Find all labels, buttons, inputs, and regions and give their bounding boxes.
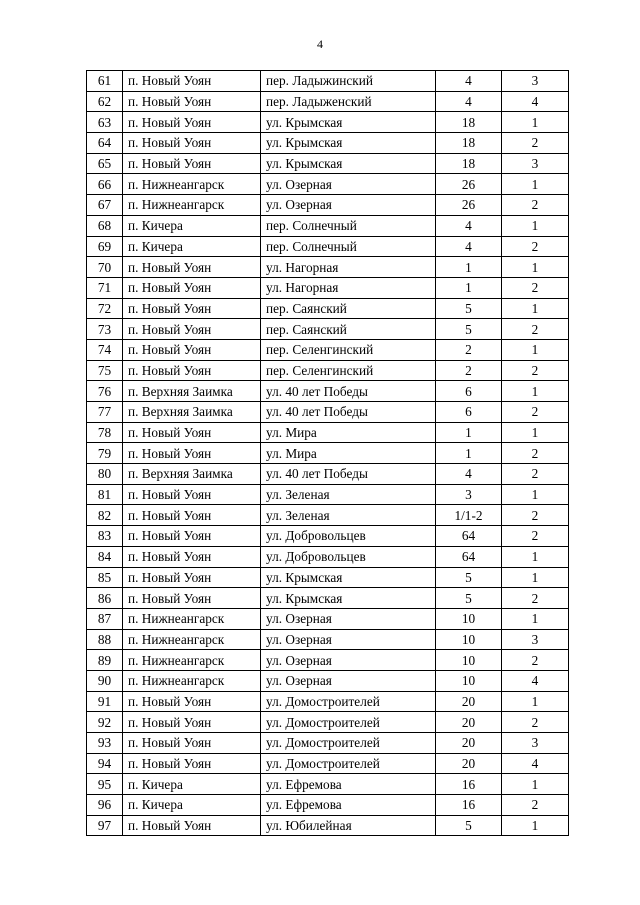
street-cell: пер. Ладыжинский	[261, 71, 436, 92]
apartment-cell: 1	[502, 257, 569, 278]
table-row	[87, 712, 569, 733]
row-number-cell: 96	[87, 795, 123, 816]
apartment-cell: 1	[502, 381, 569, 402]
row-number-cell: 75	[87, 360, 123, 381]
settlement-cell: п. Кичера	[123, 774, 261, 795]
row-number-cell: 61	[87, 71, 123, 92]
table-row	[87, 360, 569, 381]
address-table	[86, 70, 569, 836]
row-number-cell: 88	[87, 629, 123, 650]
row-number-cell: 73	[87, 319, 123, 340]
table-row	[87, 670, 569, 691]
street-cell: ул. Крымская	[261, 567, 436, 588]
street-cell: ул. Ефремова	[261, 774, 436, 795]
apartment-cell: 3	[502, 71, 569, 92]
house-number-cell: 10	[436, 650, 502, 671]
street-cell: ул. Крымская	[261, 588, 436, 609]
apartment-cell: 1	[502, 546, 569, 567]
settlement-cell: п. Новый Уоян	[123, 733, 261, 754]
apartment-cell: 2	[502, 650, 569, 671]
table-row	[87, 215, 569, 236]
settlement-cell: п. Новый Уоян	[123, 112, 261, 133]
row-number-cell: 83	[87, 526, 123, 547]
house-number-cell: 64	[436, 526, 502, 547]
row-number-cell: 72	[87, 298, 123, 319]
settlement-cell: п. Новый Уоян	[123, 71, 261, 92]
apartment-cell: 1	[502, 112, 569, 133]
house-number-cell: 5	[436, 298, 502, 319]
apartment-cell: 1	[502, 567, 569, 588]
row-number-cell: 86	[87, 588, 123, 609]
row-number-cell: 85	[87, 567, 123, 588]
apartment-cell: 1	[502, 215, 569, 236]
house-number-cell: 10	[436, 608, 502, 629]
table-row	[87, 195, 569, 216]
apartment-cell: 1	[502, 174, 569, 195]
street-cell: ул. Озерная	[261, 670, 436, 691]
settlement-cell: п. Новый Уоян	[123, 526, 261, 547]
table-row	[87, 257, 569, 278]
table-row	[87, 464, 569, 485]
settlement-cell: п. Новый Уоян	[123, 339, 261, 360]
house-number-cell: 1	[436, 277, 502, 298]
street-cell: пер. Саянский	[261, 319, 436, 340]
row-number-cell: 89	[87, 650, 123, 671]
table-row	[87, 526, 569, 547]
table-row	[87, 298, 569, 319]
settlement-cell: п. Новый Уоян	[123, 484, 261, 505]
street-cell: ул. Домостроителей	[261, 733, 436, 754]
table-row	[87, 71, 569, 92]
settlement-cell: п. Верхняя Заимка	[123, 464, 261, 485]
apartment-cell: 2	[502, 588, 569, 609]
street-cell: ул. Крымская	[261, 133, 436, 154]
apartment-cell: 2	[502, 526, 569, 547]
street-cell: ул. Юбилейная	[261, 815, 436, 836]
table-row	[87, 567, 569, 588]
row-number-cell: 91	[87, 691, 123, 712]
house-number-cell: 1/1-2	[436, 505, 502, 526]
row-number-cell: 97	[87, 815, 123, 836]
house-number-cell: 2	[436, 360, 502, 381]
row-number-cell: 80	[87, 464, 123, 485]
settlement-cell: п. Новый Уоян	[123, 257, 261, 278]
apartment-cell: 2	[502, 360, 569, 381]
settlement-cell: п. Новый Уоян	[123, 91, 261, 112]
house-number-cell: 1	[436, 443, 502, 464]
street-cell: ул. Домостроителей	[261, 691, 436, 712]
street-cell: пер. Селенгинский	[261, 360, 436, 381]
apartment-cell: 1	[502, 422, 569, 443]
row-number-cell: 94	[87, 753, 123, 774]
apartment-cell: 2	[502, 712, 569, 733]
street-cell: ул. Добровольцев	[261, 546, 436, 567]
house-number-cell: 5	[436, 319, 502, 340]
apartment-cell: 1	[502, 339, 569, 360]
settlement-cell: п. Новый Уоян	[123, 360, 261, 381]
street-cell: ул. Домостроителей	[261, 753, 436, 774]
house-number-cell: 10	[436, 670, 502, 691]
street-cell: ул. Мира	[261, 422, 436, 443]
table-row	[87, 422, 569, 443]
apartment-cell: 3	[502, 629, 569, 650]
house-number-cell: 20	[436, 691, 502, 712]
row-number-cell: 78	[87, 422, 123, 443]
apartment-cell: 2	[502, 443, 569, 464]
apartment-cell: 2	[502, 236, 569, 257]
house-number-cell: 18	[436, 112, 502, 133]
street-cell: пер. Солнечный	[261, 215, 436, 236]
row-number-cell: 63	[87, 112, 123, 133]
apartment-cell: 4	[502, 91, 569, 112]
table-row	[87, 381, 569, 402]
street-cell: пер. Селенгинский	[261, 339, 436, 360]
settlement-cell: п. Кичера	[123, 236, 261, 257]
apartment-cell: 2	[502, 195, 569, 216]
row-number-cell: 76	[87, 381, 123, 402]
house-number-cell: 6	[436, 402, 502, 423]
apartment-cell: 1	[502, 298, 569, 319]
street-cell: ул. Озерная	[261, 608, 436, 629]
settlement-cell: п. Новый Уоян	[123, 319, 261, 340]
settlement-cell: п. Новый Уоян	[123, 753, 261, 774]
apartment-cell: 4	[502, 753, 569, 774]
row-number-cell: 74	[87, 339, 123, 360]
settlement-cell: п. Новый Уоян	[123, 567, 261, 588]
row-number-cell: 95	[87, 774, 123, 795]
settlement-cell: п. Новый Уоян	[123, 505, 261, 526]
apartment-cell: 4	[502, 670, 569, 691]
apartment-cell: 3	[502, 733, 569, 754]
house-number-cell: 20	[436, 712, 502, 733]
table-row	[87, 795, 569, 816]
street-cell: ул. Озерная	[261, 174, 436, 195]
street-cell: ул. Нагорная	[261, 277, 436, 298]
street-cell: ул. Зеленая	[261, 484, 436, 505]
settlement-cell: п. Кичера	[123, 795, 261, 816]
table-row	[87, 546, 569, 567]
house-number-cell: 4	[436, 215, 502, 236]
settlement-cell: п. Новый Уоян	[123, 277, 261, 298]
table-row	[87, 319, 569, 340]
house-number-cell: 20	[436, 753, 502, 774]
house-number-cell: 4	[436, 71, 502, 92]
settlement-cell: п. Новый Уоян	[123, 298, 261, 319]
apartment-cell: 2	[502, 402, 569, 423]
table-row	[87, 753, 569, 774]
table-row	[87, 339, 569, 360]
apartment-cell: 2	[502, 464, 569, 485]
apartment-cell: 1	[502, 815, 569, 836]
street-cell: ул. Ефремова	[261, 795, 436, 816]
row-number-cell: 64	[87, 133, 123, 154]
house-number-cell: 5	[436, 588, 502, 609]
table-row	[87, 402, 569, 423]
row-number-cell: 69	[87, 236, 123, 257]
house-number-cell: 4	[436, 91, 502, 112]
table-row	[87, 650, 569, 671]
row-number-cell: 81	[87, 484, 123, 505]
settlement-cell: п. Верхняя Заимка	[123, 402, 261, 423]
settlement-cell: п. Новый Уоян	[123, 546, 261, 567]
settlement-cell: п. Нижнеангарск	[123, 670, 261, 691]
apartment-cell: 2	[502, 505, 569, 526]
house-number-cell: 16	[436, 795, 502, 816]
street-cell: ул. Нагорная	[261, 257, 436, 278]
street-cell: ул. Крымская	[261, 112, 436, 133]
street-cell: ул. Мира	[261, 443, 436, 464]
house-number-cell: 18	[436, 153, 502, 174]
settlement-cell: п. Новый Уоян	[123, 691, 261, 712]
table-row	[87, 174, 569, 195]
row-number-cell: 90	[87, 670, 123, 691]
house-number-cell: 1	[436, 257, 502, 278]
settlement-cell: п. Нижнеангарск	[123, 650, 261, 671]
table-row	[87, 236, 569, 257]
row-number-cell: 67	[87, 195, 123, 216]
street-cell: ул. Озерная	[261, 195, 436, 216]
house-number-cell: 2	[436, 339, 502, 360]
row-number-cell: 93	[87, 733, 123, 754]
house-number-cell: 18	[436, 133, 502, 154]
street-cell: ул. Добровольцев	[261, 526, 436, 547]
apartment-cell: 2	[502, 277, 569, 298]
apartment-cell: 1	[502, 774, 569, 795]
street-cell: пер. Солнечный	[261, 236, 436, 257]
table-row	[87, 505, 569, 526]
table-row	[87, 691, 569, 712]
settlement-cell: п. Новый Уоян	[123, 815, 261, 836]
apartment-cell: 2	[502, 795, 569, 816]
row-number-cell: 65	[87, 153, 123, 174]
house-number-cell: 16	[436, 774, 502, 795]
row-number-cell: 79	[87, 443, 123, 464]
house-number-cell: 26	[436, 174, 502, 195]
house-number-cell: 4	[436, 236, 502, 257]
row-number-cell: 68	[87, 215, 123, 236]
table-row	[87, 91, 569, 112]
house-number-cell: 10	[436, 629, 502, 650]
table-row	[87, 774, 569, 795]
table-row	[87, 733, 569, 754]
street-cell: ул. 40 лет Победы	[261, 464, 436, 485]
table-row	[87, 153, 569, 174]
street-cell: ул. Озерная	[261, 650, 436, 671]
row-number-cell: 66	[87, 174, 123, 195]
row-number-cell: 84	[87, 546, 123, 567]
settlement-cell: п. Нижнеангарск	[123, 629, 261, 650]
settlement-cell: п. Новый Уоян	[123, 422, 261, 443]
page-number: 4	[317, 37, 323, 51]
row-number-cell: 77	[87, 402, 123, 423]
settlement-cell: п. Новый Уоян	[123, 133, 261, 154]
street-cell: пер. Ладыженский	[261, 91, 436, 112]
table-row	[87, 133, 569, 154]
house-number-cell: 4	[436, 464, 502, 485]
row-number-cell: 70	[87, 257, 123, 278]
row-number-cell: 62	[87, 91, 123, 112]
street-cell: ул. 40 лет Победы	[261, 402, 436, 423]
settlement-cell: п. Кичера	[123, 215, 261, 236]
table-row	[87, 443, 569, 464]
house-number-cell: 6	[436, 381, 502, 402]
house-number-cell: 64	[436, 546, 502, 567]
apartment-cell: 1	[502, 484, 569, 505]
apartment-cell: 2	[502, 133, 569, 154]
settlement-cell: п. Нижнеангарск	[123, 195, 261, 216]
street-cell: ул. Домостроителей	[261, 712, 436, 733]
settlement-cell: п. Нижнеангарск	[123, 608, 261, 629]
table-row	[87, 277, 569, 298]
settlement-cell: п. Новый Уоян	[123, 153, 261, 174]
row-number-cell: 92	[87, 712, 123, 733]
settlement-cell: п. Новый Уоян	[123, 712, 261, 733]
settlement-cell: п. Новый Уоян	[123, 588, 261, 609]
row-number-cell: 71	[87, 277, 123, 298]
apartment-cell: 1	[502, 608, 569, 629]
table-body	[87, 71, 569, 836]
street-cell: пер. Саянский	[261, 298, 436, 319]
table-row	[87, 815, 569, 836]
house-number-cell: 20	[436, 733, 502, 754]
table-row	[87, 629, 569, 650]
street-cell: ул. 40 лет Победы	[261, 381, 436, 402]
apartment-cell: 2	[502, 319, 569, 340]
settlement-cell: п. Новый Уоян	[123, 443, 261, 464]
apartment-cell: 1	[502, 691, 569, 712]
row-number-cell: 82	[87, 505, 123, 526]
house-number-cell: 1	[436, 422, 502, 443]
house-number-cell: 5	[436, 815, 502, 836]
street-cell: ул. Озерная	[261, 629, 436, 650]
table-row	[87, 588, 569, 609]
street-cell: ул. Крымская	[261, 153, 436, 174]
table-row	[87, 608, 569, 629]
table-row	[87, 484, 569, 505]
apartment-cell: 3	[502, 153, 569, 174]
street-cell: ул. Зеленая	[261, 505, 436, 526]
settlement-cell: п. Верхняя Заимка	[123, 381, 261, 402]
row-number-cell: 87	[87, 608, 123, 629]
house-number-cell: 5	[436, 567, 502, 588]
settlement-cell: п. Нижнеангарск	[123, 174, 261, 195]
table-row	[87, 112, 569, 133]
house-number-cell: 3	[436, 484, 502, 505]
house-number-cell: 26	[436, 195, 502, 216]
